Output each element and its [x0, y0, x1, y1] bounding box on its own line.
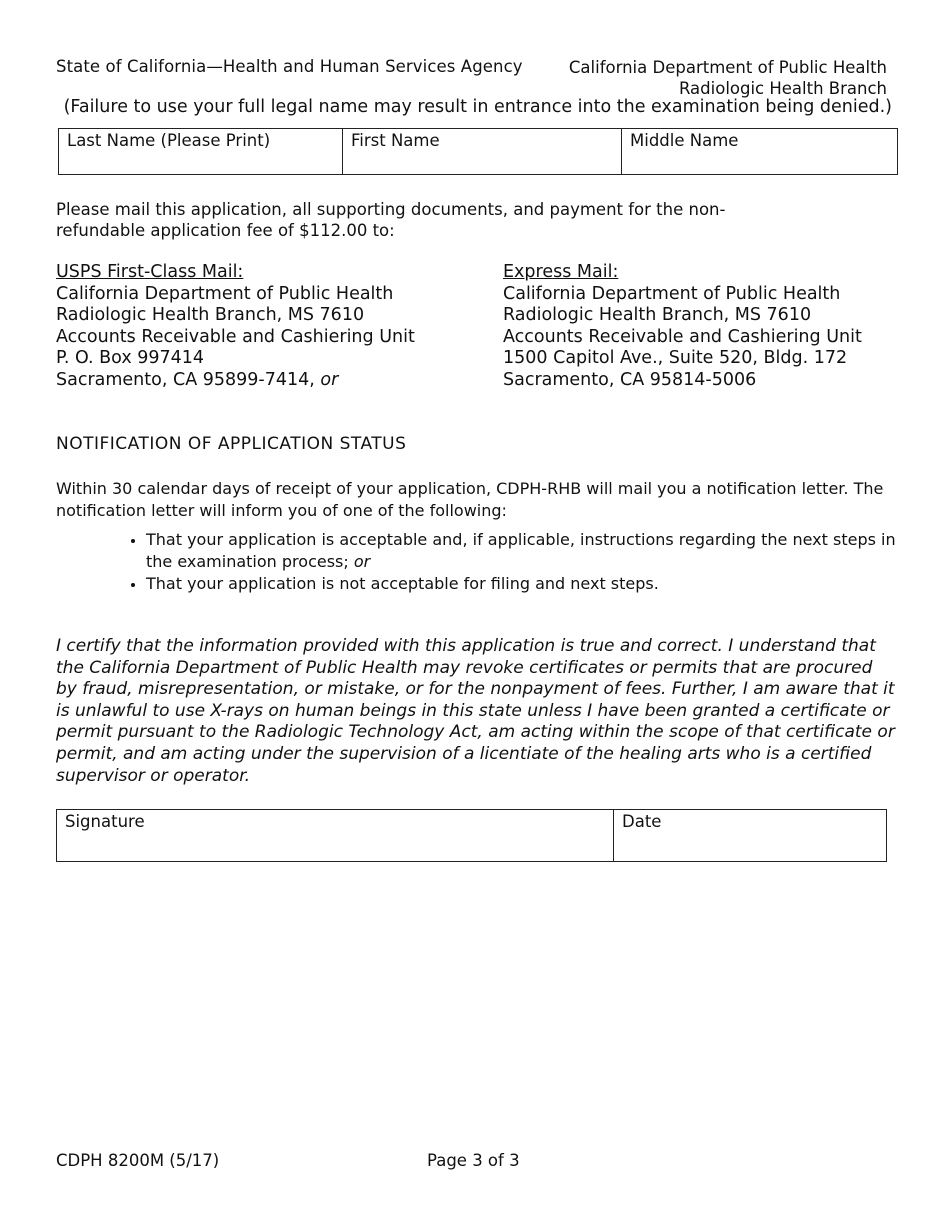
list-item — [146, 573, 896, 595]
express-heading: Express Mail: — [503, 262, 619, 282]
page-number: Page 3 of 3 — [427, 1151, 520, 1170]
status-list — [56, 529, 896, 595]
usps-or: or — [320, 369, 339, 390]
usps-line: Accounts Receivable and Cashiering Unit — [56, 326, 415, 347]
last-name-label: Last Name (Please Print) — [67, 131, 271, 150]
status-body: Within 30 calendar days of receipt of your application, CDPH-RHB will mail you a notification letter. The notification letter will inform you of one of the following: — [56, 479, 884, 520]
bullet-text: That your application is not acceptable for filing and next steps. — [146, 574, 659, 593]
middle-name-label: Middle Name — [630, 131, 739, 150]
date-field[interactable] — [614, 810, 887, 862]
form-id: CDPH 8200M (5/17) — [56, 1151, 220, 1170]
middle-name-field[interactable] — [622, 129, 898, 175]
agency-header: State of California—Health and Human Services Agency — [56, 57, 523, 76]
certification-statement: I certify that the information provided with this application is true and correct. I understand that the California Department of Public Health may revoke certificates or permits that are procured by fraud, misrepresentation, or mistake, or for the nonpayment of fees. Further, I am aware that it is unlawful to use X-rays on human beings in this state unless I have been granted a certificate or permit pursuant to the Radiologic Technology Act, am acting within the scope of that certificate or permit, and am acting under the supervision of a licentiate of the healing arts who is a certified supervisor or operator. — [56, 636, 895, 786]
list-item — [146, 529, 896, 573]
first-name-field[interactable] — [343, 129, 622, 175]
mail-instructions: Please mail this application, all supporting documents, and payment for the non-refundable application fee of $112.00 to: — [56, 200, 726, 240]
usps-address — [56, 262, 415, 391]
name-notice: (Failure to use your full legal name may result in entrance into the examination being denied.) — [63, 97, 892, 117]
branch-name: Radiologic Health Branch — [678, 79, 887, 98]
express-address — [503, 262, 862, 391]
date-label: Date — [622, 812, 662, 831]
name-fields-table — [58, 128, 898, 175]
usps-heading: USPS First-Class Mail: — [56, 262, 244, 282]
express-line: 1500 Capitol Ave., Suite 520, Bldg. 172 — [503, 348, 848, 368]
usps-line: P. O. Box 997414 — [56, 348, 205, 368]
usps-line — [56, 370, 415, 392]
last-name-field[interactable] — [59, 129, 343, 175]
express-line: Accounts Receivable and Cashiering Unit — [503, 326, 862, 347]
department-name: California Department of Public Health — [568, 58, 887, 77]
status-heading: NOTIFICATION OF APPLICATION STATUS — [56, 434, 407, 454]
bullet-text: That your application is acceptable and, if applicable, instructions regarding the next steps in the examination process; — [146, 530, 896, 571]
usps-line: Radiologic Health Branch, MS 7610 — [56, 305, 365, 325]
signature-field[interactable] — [57, 810, 614, 862]
express-line: California Department of Public Health — [503, 283, 841, 304]
department-header — [569, 57, 887, 99]
bullet-or: or — [353, 552, 371, 571]
first-name-label: First Name — [351, 131, 440, 150]
express-line: Sacramento, CA 95814-5006 — [503, 369, 757, 390]
signature-label: Signature — [65, 812, 145, 831]
signature-fields-table — [56, 809, 887, 862]
usps-city: Sacramento, CA 95899-7414, — [56, 369, 315, 390]
express-line: Radiologic Health Branch, MS 7610 — [503, 305, 812, 325]
usps-line: California Department of Public Health — [56, 283, 394, 304]
